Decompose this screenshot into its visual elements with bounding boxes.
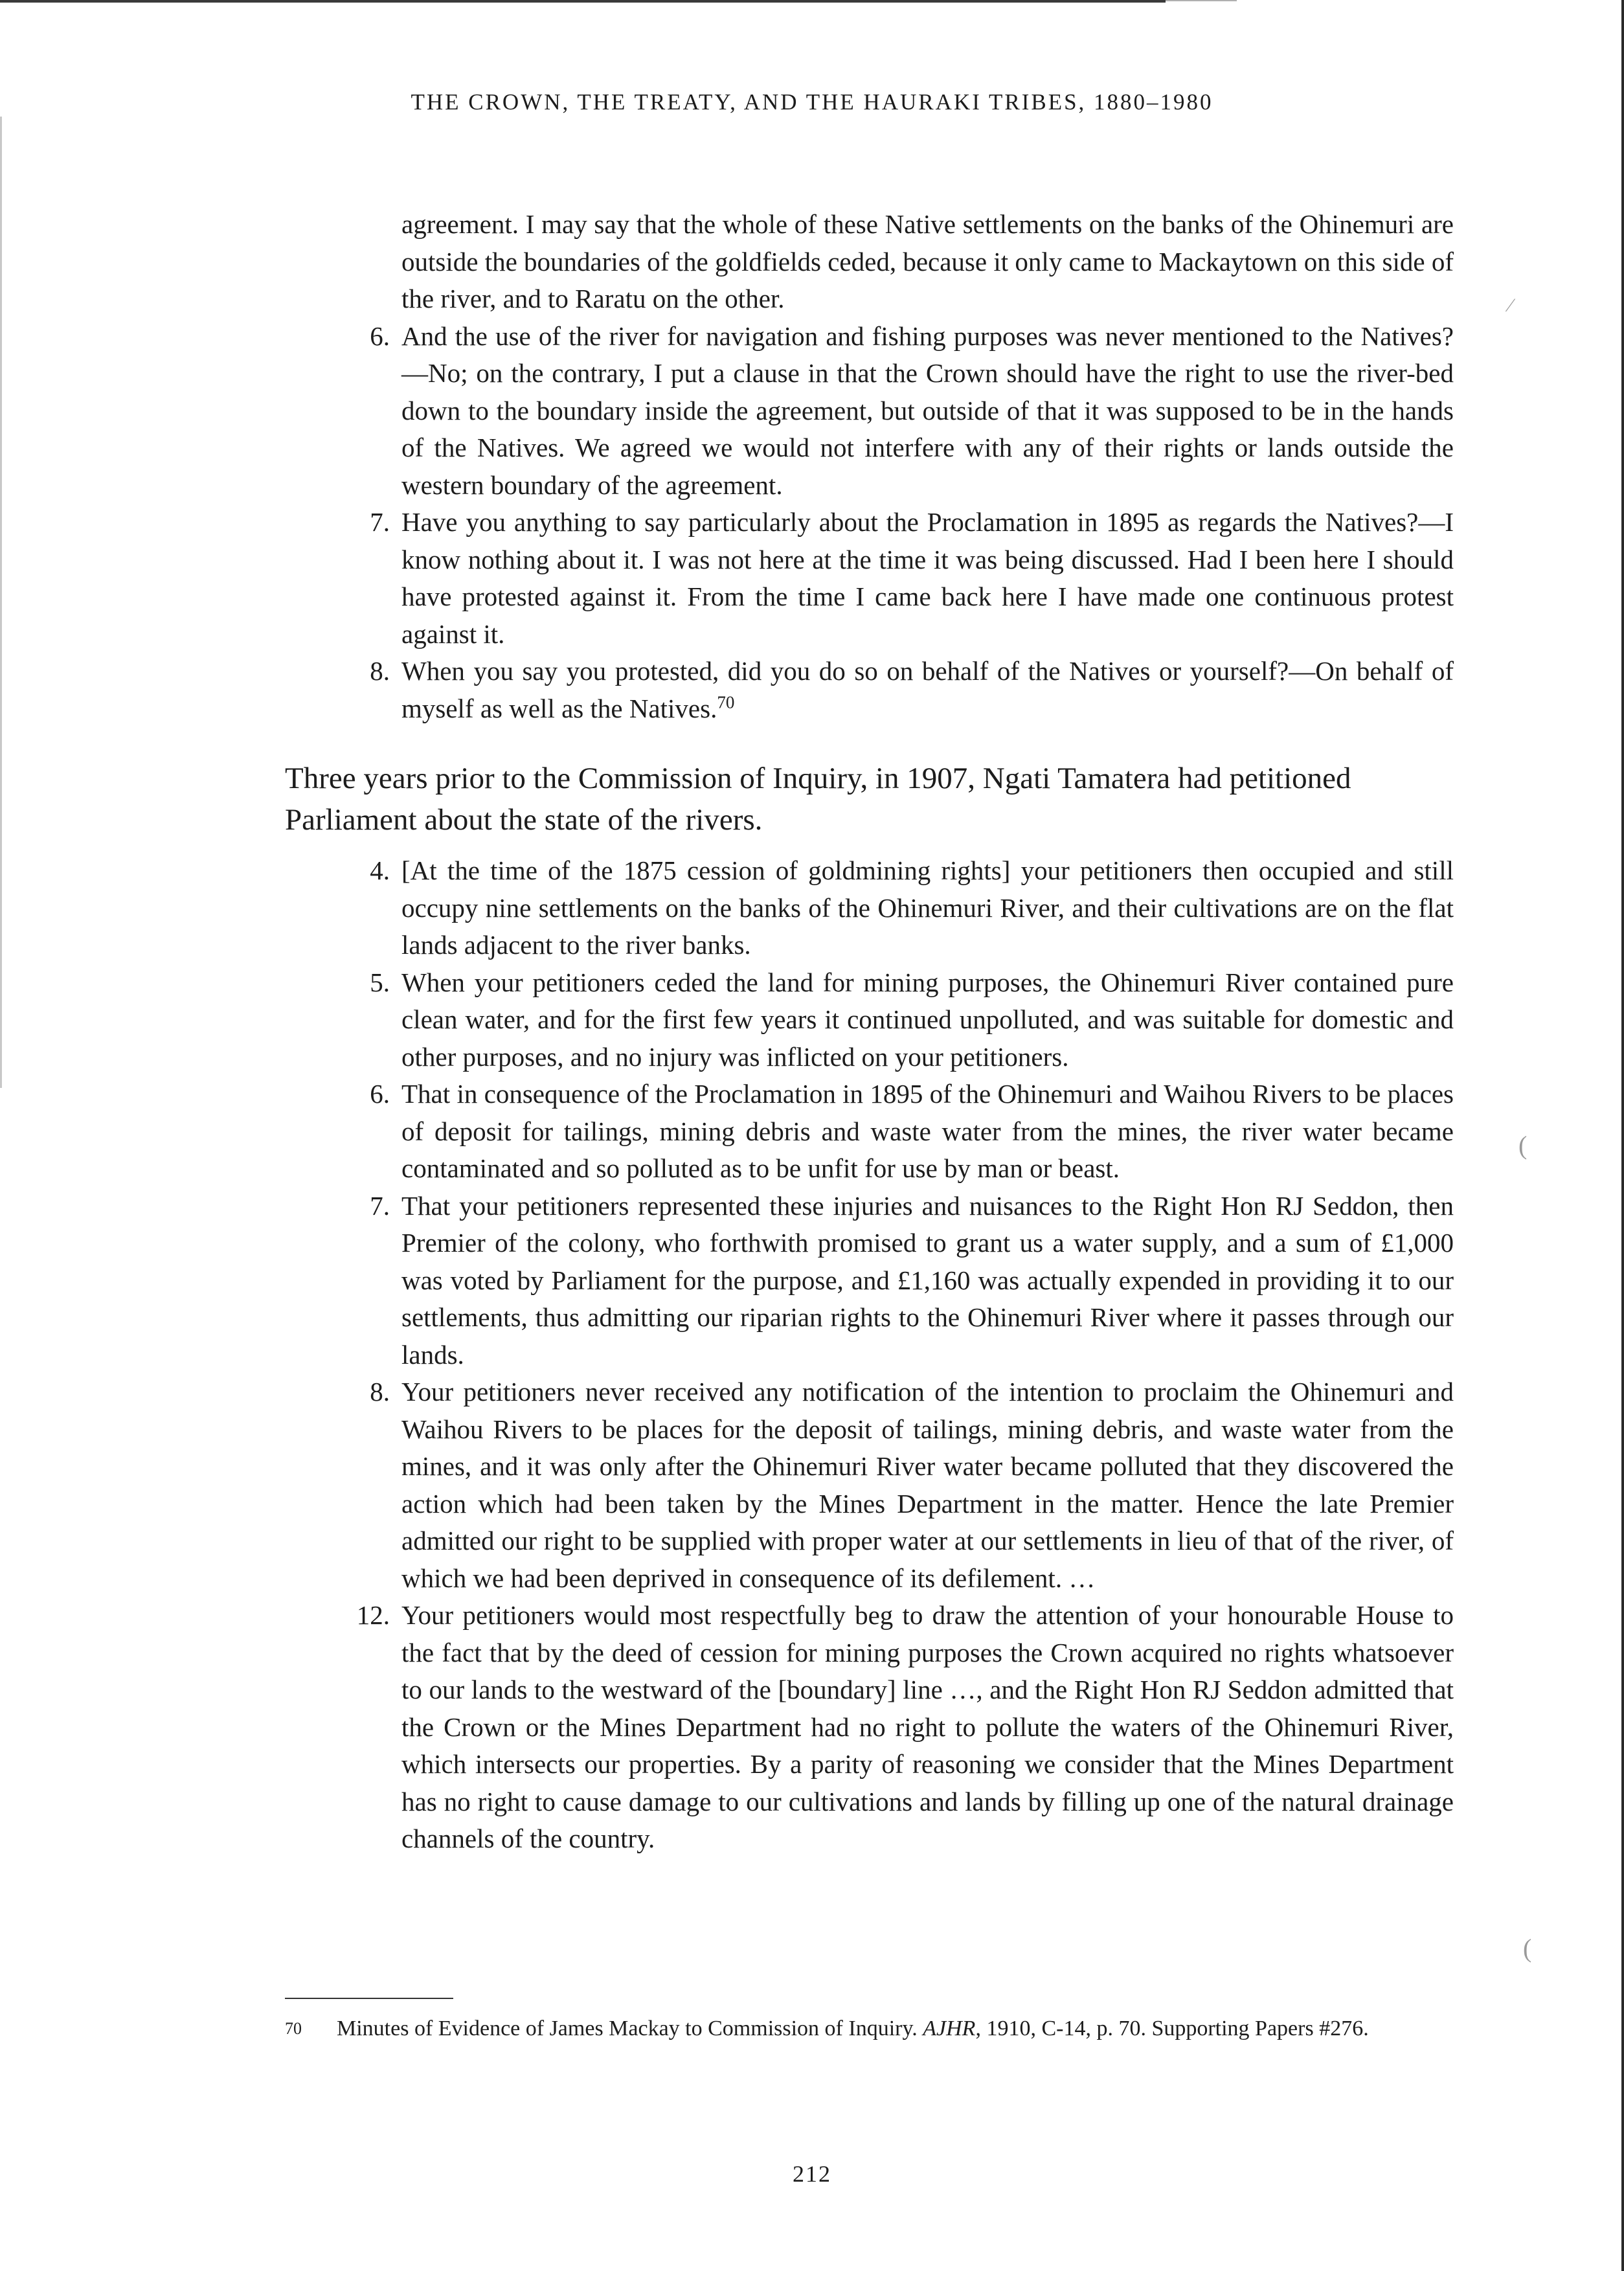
footnote-text-start: Minutes of Evidence of James Mackay to Commission of Inquiry. — [337, 2017, 923, 2040]
item-text: Your petitioners would most respectfully beg to draw the attention of your honourable House to the fact that by the deed of cession for mining purposes the Crown acquired no rights whatsoever to our lands to the westward of the [boundary] line …, and the Right Hon RJ Seddon admitted that the Crown or the Mines Department had no right to pollute the waters of the Ohinemuri River, which intersects our properties. By a parity of reasoning we consider that the Mines Department has no right to cause damage to our cultivations and lands by filling up one of the natural drainage channels of the country. — [401, 1600, 1454, 1853]
item-text: Have you anything to say particularly about the Proclamation in 1895 as regards the Natives?—I know nothing about it. I was not here at the time it was being discussed. Had I been here I should have protested against it. From the time I came back here I have made one continuous protest against it. — [401, 507, 1454, 649]
item-number: 7. — [370, 507, 390, 537]
item-number: 6. — [370, 321, 390, 351]
item-text: When you say you protested, did you do so on behalf of the Natives or yourself?—On behalf of myself as well as the Natives. — [401, 656, 1454, 723]
margin-mark: ⁄ — [1509, 295, 1513, 316]
quote-item — [356, 1597, 1454, 1858]
item-number: 8. — [370, 1377, 390, 1407]
scan-border-top-faint — [1166, 0, 1237, 1]
scan-border-left — [0, 117, 2, 1088]
item-text: [At the time of the 1875 cession of goldmining rights] your petitioners then occupied and still occupy nine settlements on the banks of the Ohinemuri River, and their cultivations are on the flat lands adjacent to the river banks. — [401, 855, 1454, 960]
item-text: That your petitioners represented these injuries and nuisances to the Right Hon RJ Seddon, then Premier of the colony, who forthwith promised to grant us a water supply, and a sum of £1,000 was voted by Parliament for the purpose, and £1,160 was actually expended in providing it to our settlements, thus admitting our riparian rights to the Ohinemuri River where it passes through our lands. — [401, 1190, 1454, 1370]
quote-item — [370, 318, 1454, 504]
evidence-quote — [370, 206, 1454, 727]
petition-quote — [356, 852, 1454, 1858]
item-text: And the use of the river for navigation and fishing purposes was never mentioned to the Natives?—No; on the contrary, I put a clause in that the Crown should have the right to use the river-bed down to the boundary inside the agreement, but outside of that it was supposed to be in the hands of the Natives. We agreed we would not interfere with any of their rights or lands outside the western boundary of the agreement. — [401, 321, 1454, 500]
margin-mark: ( — [1523, 1934, 1532, 1963]
footnote-number: 70 — [285, 2019, 302, 2038]
running-head: THE CROWN, THE TREATY, AND THE HAURAKI TRIBES, 1880–1980 — [411, 89, 1213, 115]
margin-mark: ( — [1518, 1131, 1528, 1160]
quote-item — [401, 206, 1454, 318]
footnote-divider — [285, 1998, 453, 1999]
item-text: That in consequence of the Proclamation in 1895 of the Ohinemuri and Waihou Rivers to be places of deposit for tailings, mining debris and waste water from the mines, the river water became contaminated and so polluted as to be unfit for use by man or beast. — [401, 1079, 1454, 1183]
body-paragraph: Three years prior to the Commission of Inquiry, in 1907, Ngati Tamatera had petitioned Parliament about the state of the rivers. — [285, 762, 1351, 837]
item-number: 7. — [370, 1190, 390, 1221]
quote-item — [370, 1076, 1454, 1188]
footnote-reference[interactable]: 70 — [717, 692, 735, 712]
item-number: 4. — [370, 855, 390, 885]
quote-item — [370, 852, 1454, 964]
item-number: 12. — [356, 1600, 390, 1630]
footnote — [285, 2014, 1386, 2043]
quote-item — [370, 1188, 1454, 1374]
quote-item — [370, 653, 1454, 727]
item-text: Your petitioners never received any notification of the intention to proclaim the Ohinemuri and Waihou Rivers to be places for the deposit of tailings, mining debris, and waste water from the mines, and it was only after the Ohinemuri River water became polluted that they discovered the action which had been taken by the Mines Department in the matter. Hence the late Premier admitted our right to be supplied with proper water at our settlements in lieu of that of the river, of which we had been deprived in consequence of its defilement. … — [401, 1377, 1454, 1593]
quote-item — [370, 1373, 1454, 1597]
scan-border-top — [0, 0, 1166, 3]
item-number: 6. — [370, 1079, 390, 1109]
quote-item — [370, 964, 1454, 1076]
footnote-journal-title: AJHR — [923, 2017, 976, 2040]
item-text: agreement. I may say that the whole of these Native settlements on the banks of the Ohinemuri are outside the boundaries of the goldfields ceded, because it only came to Mackaytown on this side of the river, and to Raratu on the other. — [401, 209, 1454, 313]
page-number: 212 — [793, 2161, 831, 2187]
item-number: 8. — [370, 656, 390, 686]
footnote-text — [285, 2014, 1386, 2043]
item-text: When your petitioners ceded the land for mining purposes, the Ohinemuri River contained pure clean water, and for the first few years it continued unpolluted, and was suitable for domestic and other purposes, and no injury was inflicted on your petitioners. — [401, 967, 1454, 1072]
footnote-text-end: , 1910, C-14, p. 70. Supporting Papers #276. — [975, 2017, 1369, 2040]
scan-border-right — [1621, 0, 1624, 2271]
item-number: 5. — [370, 967, 390, 997]
quote-item — [370, 504, 1454, 653]
